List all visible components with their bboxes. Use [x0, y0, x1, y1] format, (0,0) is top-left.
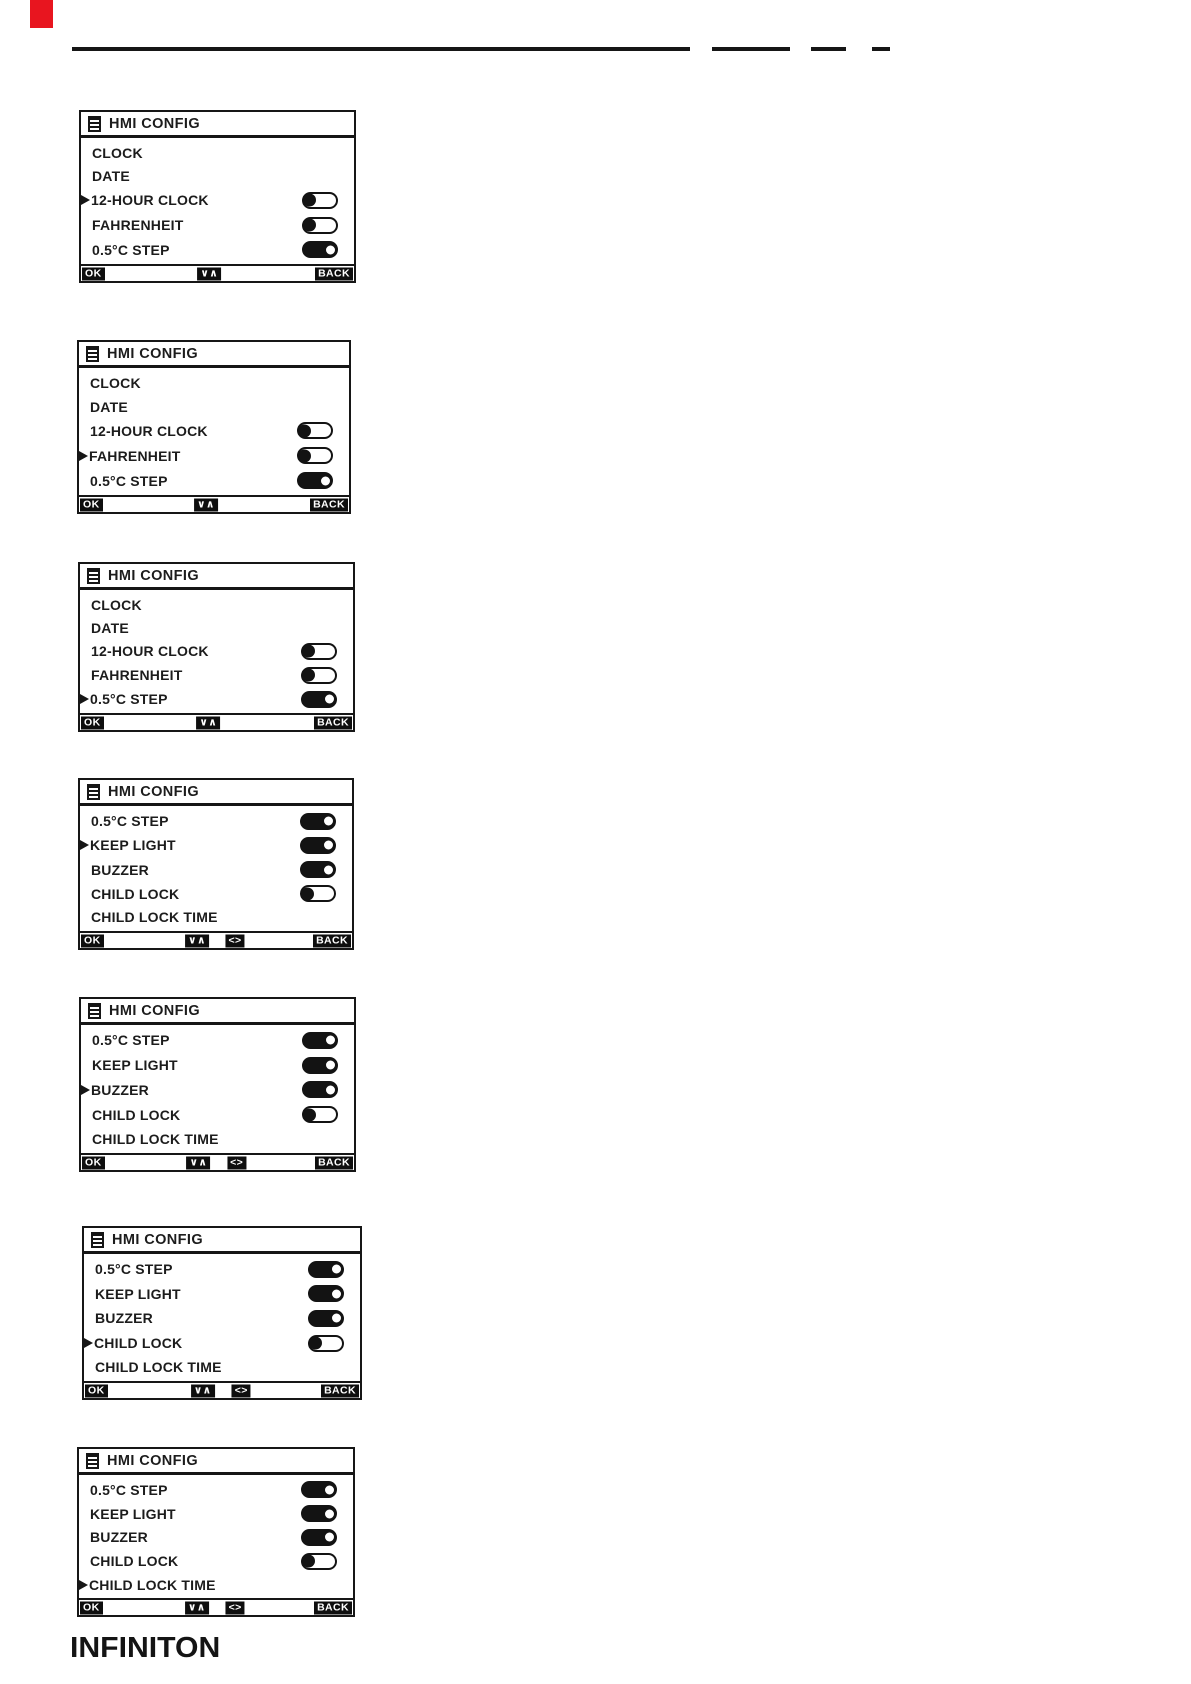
menu-item-row	[84, 1282, 360, 1307]
menu-item-label: BUZZER	[95, 1310, 153, 1327]
menu-item-list	[81, 138, 354, 264]
menu-item-row	[81, 1102, 354, 1127]
cursor-arrow-icon	[81, 1085, 90, 1095]
menu-item-row	[80, 857, 352, 881]
list-icon	[86, 1453, 99, 1469]
menu-item-label: CLOCK	[91, 596, 142, 613]
toggle-switch	[301, 1553, 337, 1570]
menu-item-row	[81, 237, 354, 262]
menu-item-label: 0.5°C STEP	[91, 813, 169, 830]
screen-panel	[77, 340, 351, 514]
cursor-arrow-icon	[80, 840, 89, 850]
toggle-knob	[303, 194, 316, 207]
menu-item-label: CHILD LOCK TIME	[89, 1576, 216, 1593]
screen-title: HMI CONFIG	[112, 1231, 203, 1248]
menu-item-list	[81, 1025, 354, 1153]
screen-title-bar	[79, 342, 349, 368]
menu-item-label: DATE	[90, 398, 128, 415]
menu-item-row	[80, 593, 353, 616]
menu-item-label: 12-HOUR CLOCK	[91, 192, 209, 209]
toggle-switch	[297, 472, 333, 489]
screen-footer	[79, 495, 349, 512]
toggle-switch	[301, 1505, 337, 1522]
toggle-knob	[322, 863, 335, 876]
cursor-arrow-icon	[79, 451, 88, 461]
menu-item-label: 0.5°C STEP	[95, 1261, 173, 1278]
ok-button: OK	[81, 934, 104, 947]
screen-title: HMI CONFIG	[107, 1452, 198, 1469]
menu-item-row	[80, 809, 352, 833]
menu-item-label: 0.5°C STEP	[90, 691, 168, 707]
screen-title-bar	[81, 112, 354, 138]
toggle-knob	[309, 1337, 322, 1350]
menu-item-label: 0.5°C STEP	[90, 1481, 168, 1498]
screen-title-bar	[79, 1449, 353, 1475]
red-marker	[30, 0, 53, 28]
header-rule-long	[72, 47, 690, 51]
ok-button: OK	[82, 267, 105, 280]
menu-item-label: CLOCK	[92, 144, 143, 161]
menu-item-row	[81, 141, 354, 165]
cursor-arrow-icon	[79, 1580, 88, 1590]
cursor-arrow-icon	[81, 195, 90, 205]
menu-item-row	[81, 213, 354, 238]
up-down-button: ∨∧	[186, 1156, 210, 1169]
menu-item-row	[80, 616, 353, 639]
menu-item-label: CHILD LOCK	[91, 885, 180, 902]
toggle-switch	[301, 691, 337, 708]
toggle-switch	[300, 837, 336, 854]
toggle-switch	[301, 1481, 337, 1498]
screen-panel	[78, 778, 354, 950]
menu-item-label: 0.5°C STEP	[92, 1032, 170, 1049]
toggle-knob	[302, 645, 315, 658]
menu-item-row	[79, 1573, 353, 1596]
toggle-knob	[298, 424, 311, 437]
menu-item-row	[80, 639, 353, 663]
toggle-knob	[322, 839, 335, 852]
screen-title: HMI CONFIG	[109, 1002, 200, 1019]
back-button: BACK	[321, 1384, 359, 1397]
list-icon	[88, 1003, 101, 1019]
toggle-switch	[301, 667, 337, 684]
toggle-knob	[302, 1555, 315, 1568]
toggle-knob	[298, 449, 311, 462]
cursor-arrow-icon	[84, 1338, 93, 1348]
screen-title: HMI CONFIG	[108, 783, 199, 800]
toggle-knob	[302, 669, 315, 682]
toggle-knob	[303, 1108, 316, 1121]
header-rule-dash-3	[872, 47, 890, 51]
toggle-switch	[302, 192, 338, 209]
menu-item-label: BUZZER	[90, 1529, 148, 1546]
screen-footer	[80, 713, 353, 730]
up-down-button: ∨∧	[197, 267, 221, 280]
header-rule-dash-1	[712, 47, 790, 51]
screen-title-bar	[81, 999, 354, 1025]
screen-footer	[81, 264, 354, 281]
toggle-knob	[323, 1531, 336, 1544]
menu-item-label: CHILD LOCK TIME	[92, 1131, 219, 1148]
toggle-knob	[301, 887, 314, 900]
toggle-switch	[302, 1057, 338, 1074]
screen-title: HMI CONFIG	[109, 115, 200, 132]
up-down-button: ∨∧	[196, 716, 220, 729]
screen-panel	[77, 1447, 355, 1617]
ok-button: OK	[82, 1156, 105, 1169]
toggle-switch	[302, 241, 338, 258]
toggle-switch	[308, 1285, 344, 1302]
menu-item-row	[79, 419, 349, 444]
left-right-button: <>	[227, 1156, 246, 1169]
menu-item-list	[79, 1475, 353, 1598]
menu-item-label: KEEP LIGHT	[90, 1505, 176, 1522]
menu-item-label: CHILD LOCK TIME	[91, 909, 218, 926]
menu-item-row	[81, 165, 354, 189]
menu-item-label: KEEP LIGHT	[92, 1057, 178, 1074]
menu-item-row	[79, 371, 349, 395]
toggle-knob	[323, 693, 336, 706]
toggle-switch	[300, 885, 336, 902]
list-icon	[88, 116, 101, 132]
brand-logo: INFINITON	[70, 1632, 221, 1664]
menu-item-label: FAHRENHEIT	[92, 217, 184, 234]
screen-title-bar	[80, 564, 353, 590]
screen-title: HMI CONFIG	[108, 567, 199, 584]
cursor-arrow-icon	[80, 694, 89, 704]
menu-item-list	[80, 806, 352, 931]
menu-item-row	[80, 833, 352, 857]
menu-item-label: FAHRENHEIT	[89, 447, 181, 464]
toggle-knob	[323, 1483, 336, 1496]
menu-item-row	[80, 687, 353, 711]
back-button: BACK	[315, 1156, 353, 1169]
toggle-knob	[303, 219, 316, 232]
menu-item-row	[84, 1257, 360, 1282]
menu-item-row	[79, 395, 349, 419]
header-rule-dash-2	[811, 47, 846, 51]
left-right-button: <>	[225, 934, 244, 947]
screen-footer	[84, 1381, 360, 1398]
menu-item-label: CHILD LOCK TIME	[95, 1359, 222, 1376]
toggle-switch	[308, 1261, 344, 1278]
ok-button: OK	[81, 716, 104, 729]
up-down-button: ∨∧	[194, 498, 218, 511]
menu-item-label: DATE	[91, 619, 129, 636]
menu-item-label: 12-HOUR CLOCK	[90, 422, 208, 439]
toggle-knob	[324, 1034, 337, 1047]
menu-item-label: CHILD LOCK	[92, 1106, 181, 1123]
menu-item-label: 12-HOUR CLOCK	[91, 643, 209, 659]
toggle-switch	[297, 422, 333, 439]
menu-item-list	[79, 368, 349, 495]
toggle-knob	[330, 1263, 343, 1276]
toggle-switch	[302, 1032, 338, 1049]
up-down-button: ∨∧	[185, 934, 209, 947]
toggle-knob	[330, 1287, 343, 1300]
up-down-button: ∨∧	[185, 1601, 209, 1614]
toggle-knob	[322, 815, 335, 828]
menu-item-label: CLOCK	[90, 374, 141, 391]
menu-item-row	[84, 1355, 360, 1379]
toggle-switch	[308, 1335, 344, 1352]
screen-panel	[79, 997, 356, 1172]
ok-button: OK	[85, 1384, 108, 1397]
list-icon	[87, 784, 100, 800]
menu-item-row	[81, 1028, 354, 1053]
menu-item-row	[79, 1478, 353, 1502]
menu-item-label: DATE	[92, 168, 130, 185]
back-button: BACK	[313, 934, 351, 947]
left-right-button: <>	[232, 1384, 251, 1397]
back-button: BACK	[314, 716, 352, 729]
list-icon	[86, 346, 99, 362]
ok-button: OK	[80, 498, 103, 511]
ok-button: OK	[80, 1601, 103, 1614]
toggle-knob	[330, 1312, 343, 1325]
toggle-knob	[324, 243, 337, 256]
menu-item-list	[80, 590, 353, 713]
menu-item-row	[79, 468, 349, 493]
toggle-switch	[308, 1310, 344, 1327]
menu-item-row	[79, 1502, 353, 1526]
list-icon	[87, 568, 100, 584]
menu-item-row	[81, 1078, 354, 1103]
menu-item-row	[81, 188, 354, 213]
back-button: BACK	[315, 267, 353, 280]
menu-item-row	[81, 1053, 354, 1078]
menu-item-label: KEEP LIGHT	[95, 1285, 181, 1302]
toggle-switch	[300, 813, 336, 830]
menu-item-label: 0.5°C STEP	[92, 241, 170, 258]
toggle-switch	[301, 643, 337, 660]
toggle-knob	[323, 1507, 336, 1520]
toggle-switch	[301, 1529, 337, 1546]
menu-item-row	[79, 443, 349, 468]
menu-item-label: BUZZER	[91, 861, 149, 878]
screen-panel	[82, 1226, 362, 1400]
back-button: BACK	[310, 498, 348, 511]
toggle-knob	[324, 1083, 337, 1096]
screen-panel	[78, 562, 355, 732]
menu-item-row	[84, 1331, 360, 1356]
screen-footer	[80, 931, 352, 948]
menu-item-label: CHILD LOCK	[90, 1553, 179, 1570]
up-down-button: ∨∧	[191, 1384, 215, 1397]
screen-title-bar	[80, 780, 352, 806]
list-icon	[91, 1232, 104, 1248]
menu-item-label: BUZZER	[91, 1081, 149, 1098]
menu-item-label: 0.5°C STEP	[90, 472, 168, 489]
menu-item-row	[80, 882, 352, 906]
menu-item-row	[79, 1526, 353, 1550]
menu-item-row	[81, 1127, 354, 1151]
screen-title-bar	[84, 1228, 360, 1254]
toggle-switch	[302, 1081, 338, 1098]
toggle-knob	[324, 1059, 337, 1072]
menu-item-row	[84, 1306, 360, 1331]
menu-item-row	[80, 906, 352, 929]
menu-item-row	[79, 1549, 353, 1573]
toggle-switch	[297, 447, 333, 464]
screen-footer	[79, 1598, 353, 1615]
screen-footer	[81, 1153, 354, 1170]
toggle-knob	[319, 474, 332, 487]
screen-panel	[79, 110, 356, 283]
toggle-switch	[300, 861, 336, 878]
menu-item-row	[80, 663, 353, 687]
left-right-button: <>	[226, 1601, 245, 1614]
menu-item-label: FAHRENHEIT	[91, 667, 183, 683]
screen-title: HMI CONFIG	[107, 345, 198, 362]
back-button: BACK	[314, 1601, 352, 1614]
menu-item-list	[84, 1254, 360, 1381]
menu-item-label: CHILD LOCK	[94, 1335, 183, 1352]
toggle-switch	[302, 217, 338, 234]
menu-item-label: KEEP LIGHT	[90, 837, 176, 854]
toggle-switch	[302, 1106, 338, 1123]
